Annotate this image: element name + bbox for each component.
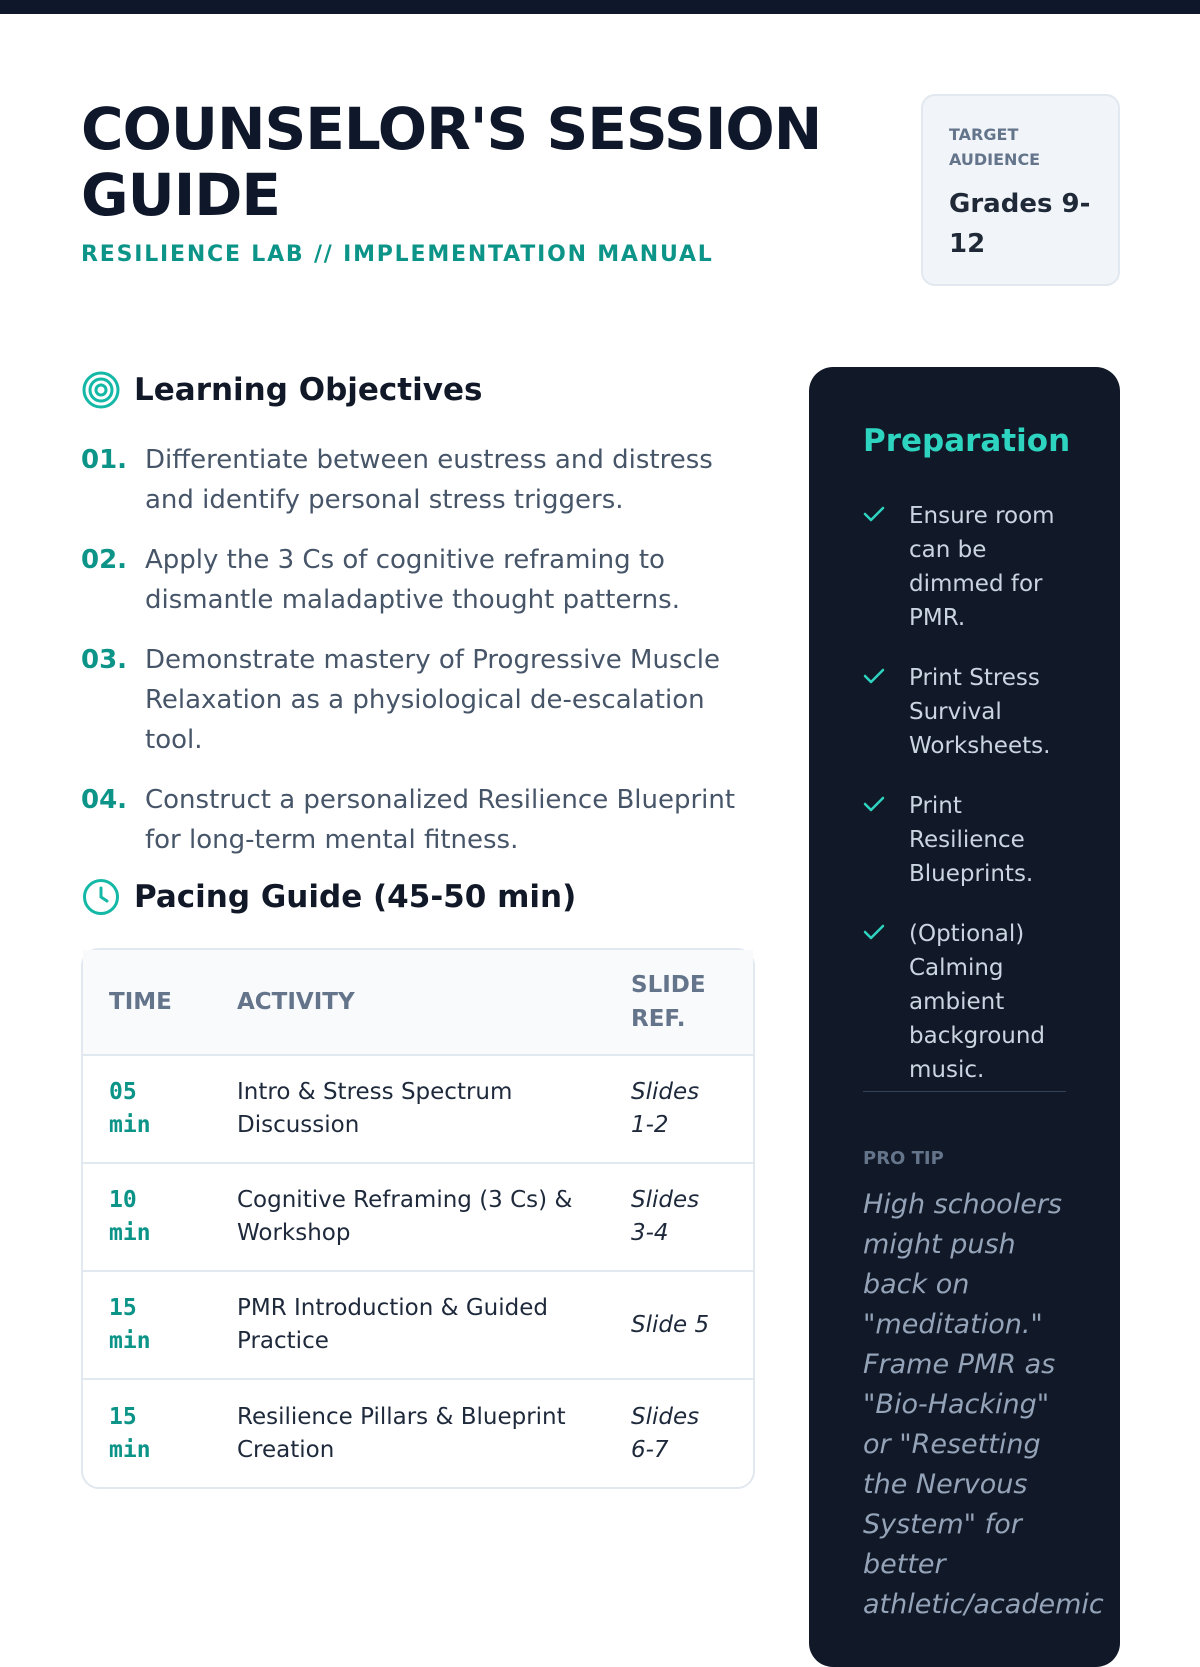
objective-text: Construct a personalized Resilience Blueprint for long-term mental fitness. [145, 785, 736, 855]
target-icon [81, 370, 121, 410]
column-header-activity: ACTIVITY [211, 950, 605, 1055]
preparation-checklist [863, 499, 1066, 1092]
cell-slide-ref: Slides 1-2 [605, 1055, 753, 1163]
target-audience-card [921, 94, 1120, 286]
objective-item [81, 780, 761, 860]
pacing-heading: Pacing Guide (45-50 min) [134, 879, 577, 915]
table-row [83, 1163, 753, 1271]
table-header-row [83, 950, 753, 1055]
objective-number: 04. [81, 785, 128, 815]
checklist-text: Print Resilience Blueprints. [909, 793, 1034, 887]
objective-text: Differentiate between eustress and distress and identify personal stress triggers. [145, 445, 713, 515]
column-header-slide-ref: SLIDE REF. [605, 950, 753, 1055]
cell-time: 05 min [83, 1055, 211, 1163]
checklist-item [863, 661, 1066, 763]
objective-number: 01. [81, 445, 128, 475]
objective-item [81, 540, 761, 620]
preparation-heading: Preparation [863, 423, 1071, 459]
pro-tip-label: PRO TIP [863, 1148, 944, 1169]
page-title: COUNSELOR'S SESSION GUIDE [81, 95, 822, 229]
target-audience-label: TARGET AUDIENCE [949, 125, 1041, 169]
top-bar [0, 0, 1200, 14]
checklist-item [863, 917, 1066, 1087]
objectives-header [81, 370, 482, 410]
cell-activity: Intro & Stress Spectrum Discussion [211, 1055, 605, 1163]
cell-time: 15 min [109, 1403, 151, 1463]
check-icon [863, 499, 909, 528]
cell-slide-ref: Slides 3-4 [605, 1163, 753, 1271]
checklist-text: (Optional) Calming ambient background music. [909, 921, 1046, 1083]
objective-number: 03. [81, 645, 128, 675]
checklist-item [863, 499, 1066, 635]
cell-activity: Cognitive Reframing (3 Cs) & Workshop [211, 1163, 605, 1271]
cell-activity: Resilience Pillars & Blueprint Creation [237, 1403, 566, 1463]
checklist-text: Print Stress Survival Worksheets. [909, 665, 1051, 759]
cell-slide-ref: Slide 5 [605, 1271, 753, 1379]
table-row [83, 1379, 753, 1487]
checklist-item [863, 789, 1066, 891]
cell-time: 15 min [83, 1271, 211, 1379]
table-row [83, 1271, 753, 1379]
table-row [83, 1055, 753, 1163]
objective-item [81, 440, 761, 520]
pro-tip-text: High schoolers might push back on "meditation." Frame PMR as "Bio-Hacking" or "Resetting the Nervous System" for better athletic/academic [863, 1189, 1104, 1620]
objective-text: Demonstrate mastery of Progressive Muscle Relaxation as a physiological de-escalation tool. [145, 645, 721, 755]
objective-item [81, 640, 761, 760]
page-subtitle: RESILIENCE LAB // IMPLEMENTATION MANUAL [81, 242, 714, 267]
objectives-list [81, 440, 761, 880]
objectives-heading: Learning Objectives [134, 372, 483, 408]
objective-text: Apply the 3 Cs of cognitive reframing to dismantle maladaptive thought patterns. [145, 545, 680, 615]
check-icon [863, 917, 909, 946]
column-header-time: TIME [83, 950, 211, 1055]
check-icon [863, 789, 909, 818]
clock-icon [81, 877, 121, 917]
target-audience-value: Grades 9-12 [949, 189, 1091, 259]
pacing-table [81, 948, 755, 1489]
check-icon [863, 661, 909, 690]
preparation-panel [809, 367, 1120, 1667]
checklist-text: Ensure room can be dimmed for PMR. [909, 503, 1055, 631]
objective-number: 02. [81, 545, 128, 575]
cell-activity: PMR Introduction & Guided Practice [211, 1271, 605, 1379]
cell-slide-ref: Slides 6-7 [631, 1403, 700, 1463]
cell-time: 10 min [83, 1163, 211, 1271]
pacing-header [81, 877, 576, 917]
